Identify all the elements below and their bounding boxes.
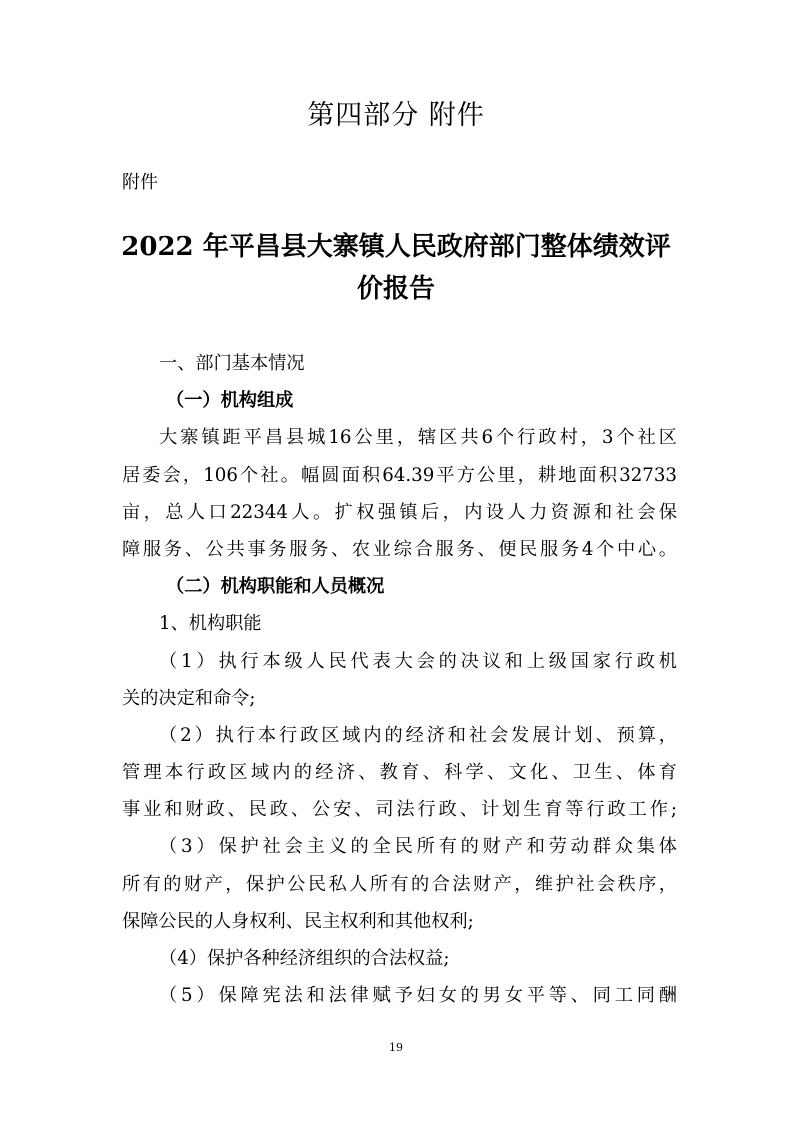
paragraph-line: （5）保障宪法和法律赋予妇女的男女平等、同工同酬 — [159, 985, 677, 1007]
subsection-heading: （二）机构职能和人员概况 — [166, 576, 385, 598]
report-title-line: 价报告 — [356, 274, 435, 304]
subsection-heading: （一）机构组成 — [166, 390, 294, 412]
paragraph-line: （3）保护社会主义的全民所有的财产和劳动群众集体 — [159, 836, 677, 858]
page-number: 19 — [389, 1041, 403, 1054]
paragraph-line: 大寨镇距平昌县城16公里，辖区共6个行政村，3个社区 — [159, 427, 677, 449]
section-heading: 一、部门基本情况 — [159, 353, 305, 374]
paragraph-line: 关的决定和命令; — [122, 687, 256, 709]
paragraph-line: （4）保护各种经济组织的合法权益; — [159, 948, 450, 969]
duty-item-3 — [122, 828, 677, 940]
report-title-line: 2022 年平昌县大寨镇人民政府部门整体绩效评 — [121, 232, 671, 262]
part-title: 第四部分 附件 — [307, 100, 485, 131]
item-heading: 1、机构职能 — [159, 613, 262, 635]
paragraph-line: 事业和财政、民政、公安、司法行政、计划生育等行政工作; — [122, 799, 677, 821]
paragraph-line: 所有的财产，保护公民私人所有的合法财产，维护社会秩序， — [122, 873, 677, 895]
report-title — [110, 226, 682, 310]
paragraph-line: 亩，总人口22344人。扩权强镇后，内设人力资源和社会保 — [122, 501, 677, 523]
paragraph-line: （1）执行本级人民代表大会的决议和上级国家行政机 — [159, 650, 677, 672]
attachment-label: 附件 — [122, 172, 158, 193]
paragraph-line: 保障公民的人身权利、民主权利和其他权利; — [122, 910, 474, 932]
duty-item-1 — [122, 643, 677, 717]
paragraph-line: 居委会，106个社。幅圆面积64.39平方公里，耕地面积32733 — [122, 464, 677, 486]
body-text — [122, 345, 677, 1014]
duty-item-5 — [122, 977, 677, 1014]
duty-item-2 — [122, 717, 677, 829]
paragraph-line: （2）执行本行政区域内的经济和社会发展计划、预算， — [159, 724, 677, 746]
paragraph-organization — [122, 419, 677, 568]
paragraph-line: 管理本行政区域内的经济、教育、科学、文化、卫生、体育 — [122, 762, 677, 784]
duty-item-4 — [122, 940, 677, 977]
paragraph-line: 障服务、公共事务服务、农业综合服务、便民服务4个中心。 — [122, 538, 677, 560]
